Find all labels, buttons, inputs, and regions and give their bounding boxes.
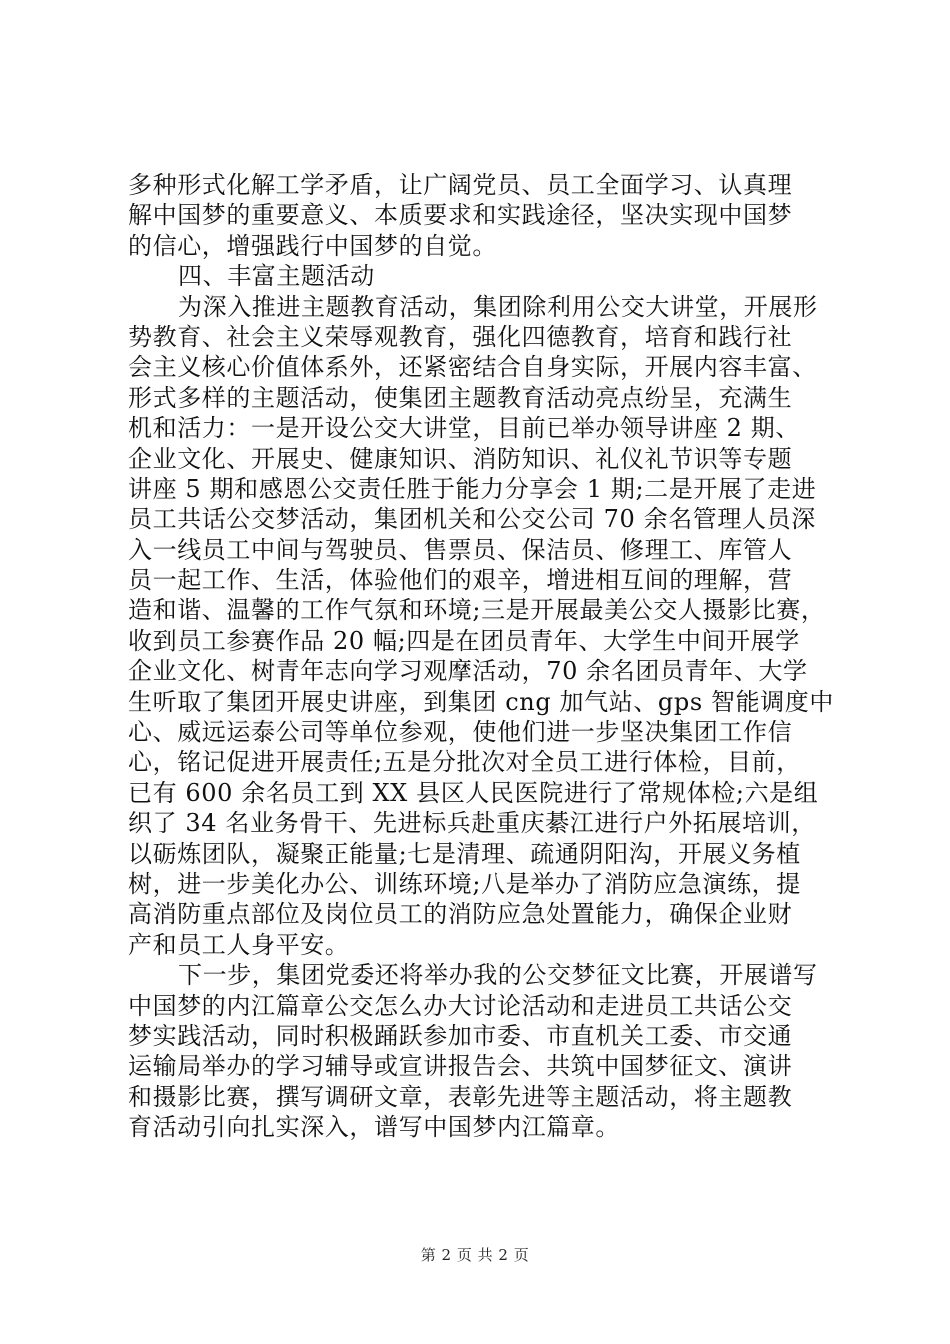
- text-line: 入一线员工中间与驾驶员、售票员、保洁员、修理工、库管人: [128, 535, 793, 564]
- text-line: 产和员工人身平安。: [128, 930, 350, 959]
- text-line: 下一步，集团党委还将举办我的公交梦征文比赛，开展谱写: [178, 961, 818, 990]
- text-line: 造和谐、温馨的工作气氛和环境;三是开展最美公交人摄影比赛，: [128, 596, 826, 625]
- text-line: 收到员工参赛作品 20 幅;四是在团员青年、大学生中间开展学: [128, 626, 800, 655]
- text-line: 树，进一步美化办公、训练环境;八是举办了消防应急演练，提: [128, 869, 801, 898]
- text-line: 心，铭记促进开展责任;五是分批次对全员工进行体检，目前，: [128, 748, 801, 777]
- text-line: 员工共话公交梦活动，集团机关和公交公司 70 余名管理人员深: [128, 505, 816, 534]
- text-line: 生听取了集团开展史讲座，到集团 cng 加气站、gps 智能调度中: [128, 687, 834, 716]
- text-line: 会主义核心价值体系外，还紧密结合自身实际，开展内容丰富、: [128, 353, 817, 382]
- text-line: 讲座 5 期和感恩公交责任胜于能力分享会 1 期;二是开展了走进: [128, 474, 817, 503]
- text-line: 势教育、社会主义荣辱观教育，强化四德教育，培育和践行社: [128, 322, 793, 351]
- text-line: 多种形式化解工学矛盾，让广阔党员、员工全面学习、认真理: [128, 171, 793, 199]
- text-line: 和摄影比赛，撰写调研文章，表彰先进等主题活动，将主题教: [128, 1082, 793, 1111]
- text-line: 心、威远运泰公司等单位参观，使他们进一步坚决集团工作信: [128, 718, 793, 747]
- text-line: 以砺炼团队，凝聚正能量;七是清理、疏通阴阳沟，开展义务植: [128, 839, 801, 868]
- text-line: 的信心，增强践行中国梦的自觉。: [128, 231, 497, 260]
- text-line: 中国梦的内江篇章公交怎么办大讨论活动和走进员工共话公交: [128, 991, 793, 1020]
- text-line: 形式多样的主题活动，使集团主题教育活动亮点纷呈，充满生: [128, 383, 793, 412]
- text-line: 企业文化、树青年志向学习观摩活动，70 余名团员青年、大学: [128, 657, 808, 686]
- section-heading: 四、丰富主题活动: [178, 262, 375, 291]
- text-line: 已有 600 余名员工到 XX 县区人民医院进行了常规体检;六是组: [128, 778, 819, 807]
- text-line: 机和活力：一是开设公交大讲堂，目前已举办领导讲座 2 期、: [128, 414, 800, 443]
- page-number: 第 2 页 共 2 页: [420, 1246, 530, 1264]
- text-line: 解中国梦的重要意义、本质要求和实践途径，坚决实现中国梦: [128, 201, 793, 230]
- text-line: 育活动引向扎实深入，谱写中国梦内江篇章。: [128, 1113, 620, 1142]
- text-line: 梦实践活动，同时积极踊跃参加市委、市直机关工委、市交通: [128, 1021, 793, 1050]
- text-line: 高消防重点部位及岗位员工的消防应急处置能力，确保企业财: [128, 900, 793, 929]
- text-line: 运输局举办的学习辅导或宣讲报告会、共筑中国梦征文、演讲: [128, 1052, 793, 1081]
- text-line: 织了 34 名业务骨干、先进标兵赴重庆綦江进行户外拓展培训，: [128, 809, 816, 838]
- text-line: 员一起工作、生活，体验他们的艰辛，增进相互间的理解，营: [128, 566, 793, 595]
- text-line: 企业文化、开展史、健康知识、消防知识、礼仪礼节识等专题: [128, 444, 793, 473]
- document-body: [128, 170, 834, 1143]
- text-line: 为深入推进主题教育活动，集团除利用公交大讲堂，开展形: [178, 292, 818, 321]
